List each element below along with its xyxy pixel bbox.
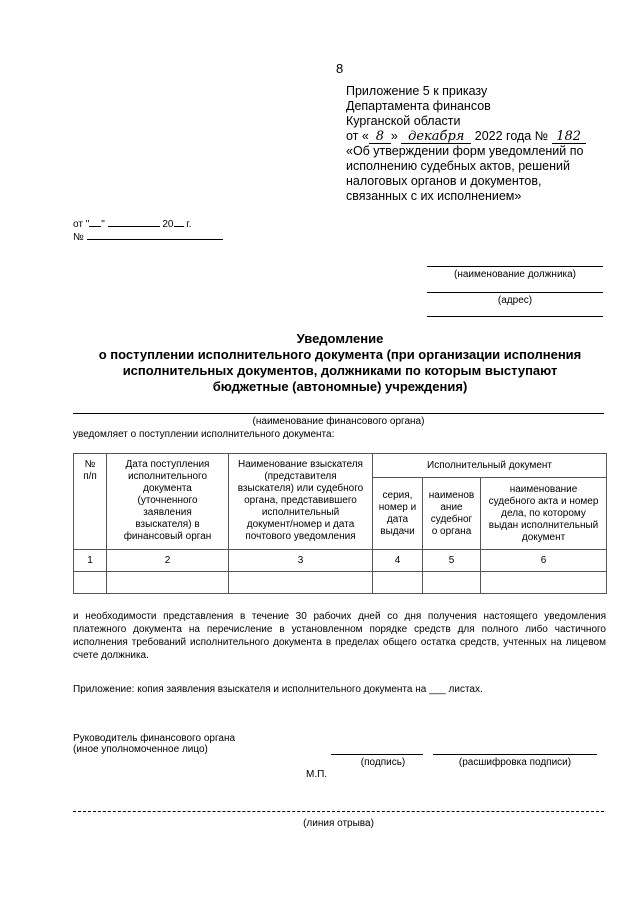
registration-date	[73, 219, 192, 230]
header-date: Дата поступления исполнительного документа (уточненного заявления взыскателя) в финансовый орган	[107, 454, 229, 550]
header-series: серия, номер и дата выдачи	[373, 478, 423, 550]
data-cell[interactable]	[423, 572, 481, 594]
reg-year-field[interactable]	[174, 226, 184, 227]
approval-date-prefix: от «	[346, 129, 369, 143]
reg-year-suffix: г.	[186, 219, 192, 230]
index-cell: 5	[423, 550, 481, 572]
approval-line-8: связанных с их исполнением»	[346, 189, 522, 203]
header-num: № п/п	[74, 454, 107, 550]
head-line-2: (иное уполномоченное лицо)	[73, 744, 208, 755]
index-cell: 3	[229, 550, 373, 572]
signature-caption: (подпись)	[360, 757, 406, 768]
approval-line-5: «Об утверждении форм уведомлений по	[346, 144, 584, 158]
reg-month-field[interactable]	[108, 226, 160, 227]
index-cell: 4	[373, 550, 423, 572]
signature-decode-line[interactable]	[433, 754, 597, 755]
title-line-3: исполнительных документов, должниками по которым выступают	[122, 363, 558, 378]
debtor-caption: (наименование должника)	[453, 269, 577, 280]
data-cell[interactable]	[481, 572, 607, 594]
title-line-2: о поступлении исполнительного документа (при организации исполнения	[98, 347, 582, 362]
approval-line-7: налоговых органов и документов,	[346, 174, 542, 188]
reg-number-field[interactable]	[87, 239, 223, 240]
reg-date-prefix: от "	[73, 219, 90, 230]
signature-decode-caption: (расшифровка подписи)	[458, 757, 572, 768]
index-cell: 1	[74, 550, 107, 572]
reg-year-prefix: 20	[162, 219, 174, 230]
address-caption: (адрес)	[497, 295, 533, 306]
approval-line-3: Курганской области	[346, 114, 461, 128]
document-title	[70, 331, 610, 395]
head-line-1: Руководитель финансового органа	[73, 733, 236, 744]
executive-document-table	[73, 453, 607, 594]
data-cell[interactable]	[107, 572, 229, 594]
data-cell[interactable]	[74, 572, 107, 594]
approval-date-line	[346, 129, 586, 144]
approval-date-mid: »	[390, 129, 398, 143]
notifies-text: уведомляет о поступлении исполнительного документа:	[73, 429, 335, 440]
tear-off-line	[73, 811, 604, 812]
header-claimant: Наименование взыскателя (представителя взыскателя) или судебного органа, представившего исполнительный документ/номер и дата почтового уведомления	[229, 454, 373, 550]
data-cell[interactable]	[229, 572, 373, 594]
header-act: наименование судебного акта и номер дела, по которому выдан исполнительный документ	[481, 478, 607, 550]
tear-off-caption: (линия отрыва)	[303, 818, 374, 829]
data-row	[74, 572, 607, 594]
title-line-1: Уведомление	[296, 331, 384, 346]
title-line-4: бюджетные (автономные) учреждения)	[212, 379, 468, 394]
attachment-text: Приложение: копия заявления взыскателя и исполнительного документа на ___ листах.	[73, 684, 483, 695]
reg-number-label: №	[73, 232, 84, 243]
fin-org-caption: (наименование финансового органа)	[252, 416, 425, 427]
stamp-place: М.П.	[306, 769, 328, 780]
address-line[interactable]	[427, 292, 603, 293]
header-executive-document: Исполнительный документ	[373, 454, 607, 478]
data-cell[interactable]	[373, 572, 423, 594]
approval-day: 8	[369, 131, 391, 144]
approval-block	[346, 84, 586, 204]
address-line-2[interactable]	[427, 316, 603, 317]
approval-line-6: исполнению судебных актов, решений	[346, 159, 570, 173]
approval-number: 182	[552, 131, 586, 144]
notice-paragraph: и необходимости представления в течение 30 рабочих дней со дня получения настоящего уведомления платежного документа на перечисление в установленном порядке средств для полного либо частичного исполнения требований исполнительного документа в пределах общего остатка средств, учтенных на лицевом счете должника.	[73, 611, 606, 661]
approval-month: декабря	[401, 131, 471, 144]
header-court: наименов ание судебног о органа	[423, 478, 481, 550]
reg-date-mid: "	[101, 219, 105, 230]
approval-year-text: 2022 года №	[474, 129, 549, 143]
index-row	[74, 550, 607, 572]
approval-line-1: Приложение 5 к приказу	[346, 84, 488, 98]
registration-number	[73, 232, 223, 243]
signature-line[interactable]	[331, 754, 423, 755]
reg-day-field[interactable]	[89, 226, 101, 227]
debtor-line[interactable]	[427, 266, 603, 267]
index-cell: 2	[107, 550, 229, 572]
approval-line-2: Департамента финансов	[346, 99, 491, 113]
index-cell: 6	[481, 550, 607, 572]
page-number: 8	[336, 61, 344, 76]
fin-org-line[interactable]	[73, 413, 604, 414]
